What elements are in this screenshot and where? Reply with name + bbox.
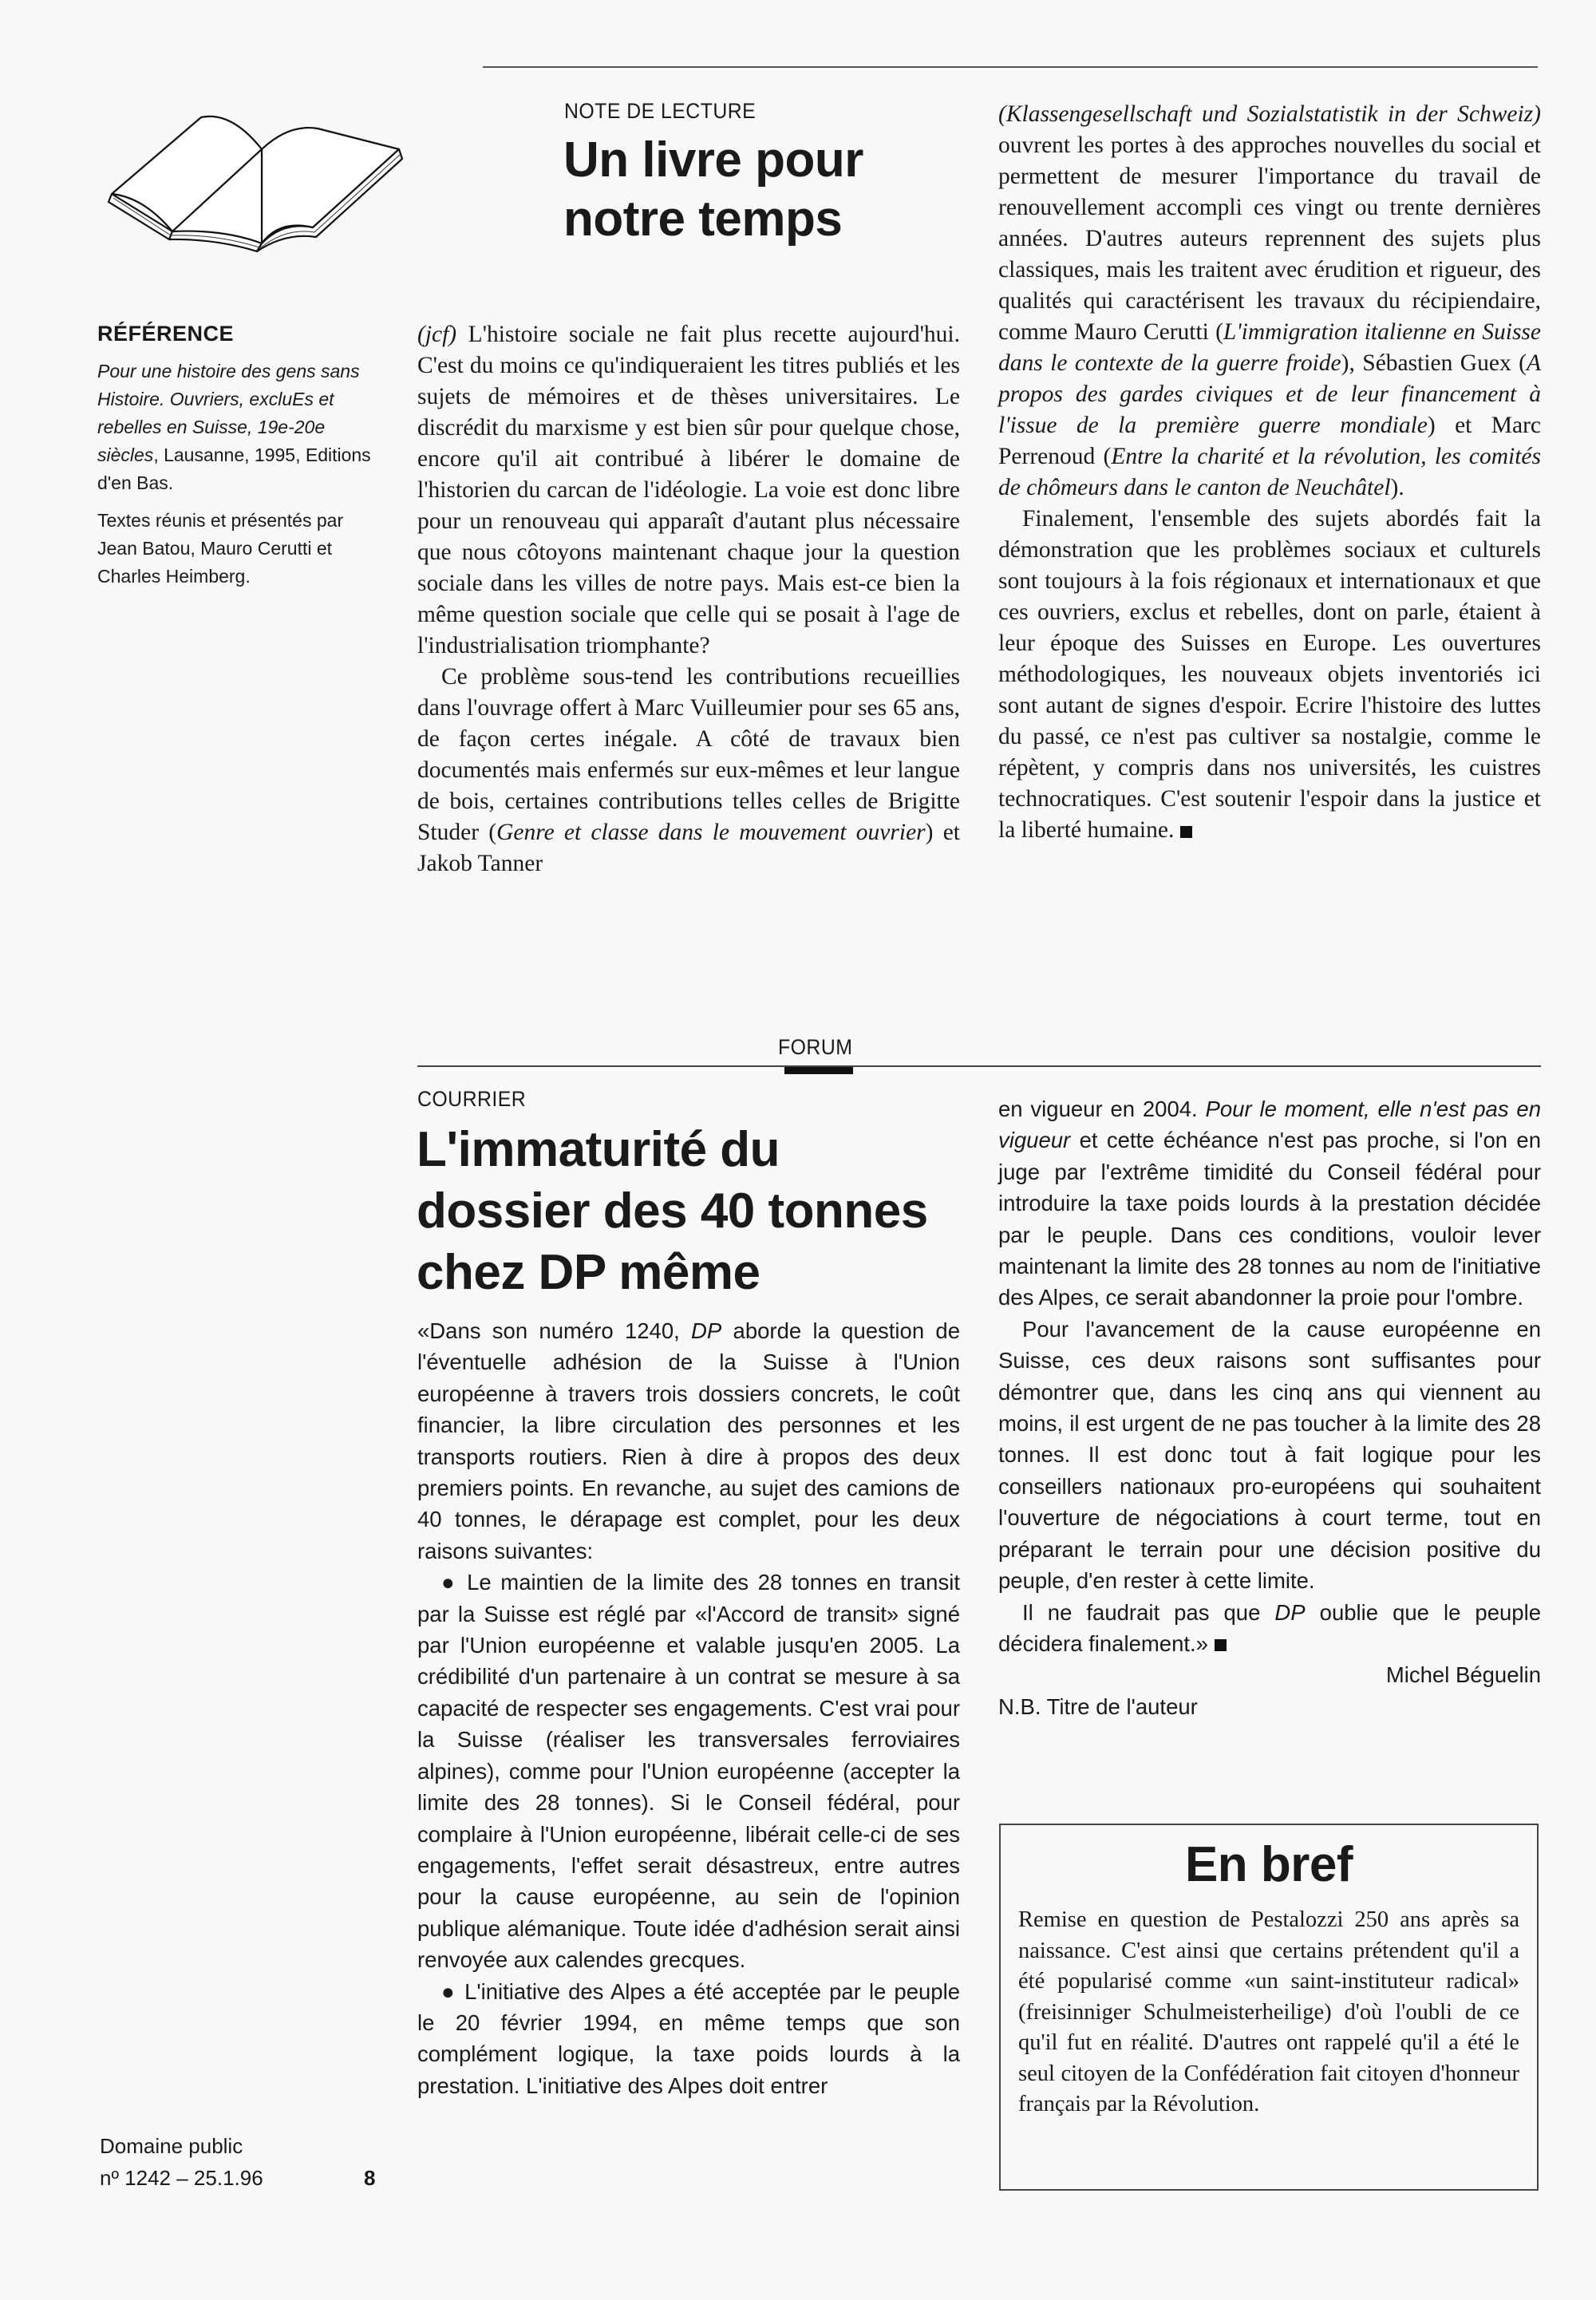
footer-issue: nº 1242 – 25.1.96 [100,2166,263,2190]
en-bref-box [999,1824,1539,2191]
forum-note: N.B. Titre de l'auteur [998,1693,1198,1719]
forum-paragraph-2: en vigueur en 2004. Pour le moment, elle n'est pas en vigueur et cette échéance n'est pas proche, si l'on en juge par l'extrême timidité du Conseil fédéral pour introduire la taxe poids lourds à la prestation décidée par le peuple. Dans ces conditions, vouloir lever maintenant la limite des 28 tonnes au nom de l'initiative des Alpes, ce serait abandonner la proie pour l'ombre. [998,1097,1542,1310]
forum-author: Michel Béguelin [1385,1662,1541,1688]
forum-title: L'immaturité du dossier des 40 tonnes chez DP même [417,1122,928,1300]
forum-section-label: FORUM [778,1035,853,1059]
footer-publication: Domaine public [100,2134,243,2158]
note-paragraph-2: Ce problème sous-tend les contributions recueillies dans l'ouvrage offert à Marc Vuilleumier pour ses 65 ans, de façon certes inégale. A côté de travaux bien documentés mais enfermés sur eux-mêmes et leur langue de bois, certaines contributions telles celles de Brigitte Studer (Genre et classe dans le mouvement ouvrier) et Jakob Tanner [417,664,960,876]
forum-column-1 [417,1315,960,2101]
bullet-dot-icon: ● [441,1570,468,1595]
forum-paragraph-1: «Dans son numéro 1240, DP aborde la question de l'éventuelle adhésion de la Suisse à l'Union européenne à travers trois dossiers concrets, le coût financier, la libre circulation des personnes et les transports routiers. Rien à dire à propos des deux premiers points. En revanche, au sujet des camions de 40 tonnes, le dérapage est complet, pour les deux raisons suivantes: [417,1318,960,1563]
note-paragraph-3: (Klassengesellschaft und Sozialstatistik in der Schweiz) ouvrent les portes à des approches nouvelles du social et permettent de mesurer l'importance du travail de renouvellement accompli ces vingt ou trente dernières années. D'autres auteurs reprennent des sujets plus classiques, mais les traitent avec érudition et rigueur, des qualités qui caractérisent les travaux du récipiendaire, comme Mauro Cerutti (L'immigration italienne en Suisse dans le contexte de la guerre froide), Sébastien Guex (A propos des gardes civiques et de leur financement à l'issue de la première guerre mondiale) et Marc Perrenoud (Entre la charité et la révolution, les comités de chômeurs dans le canton de Neuchâtel). [998,101,1542,500]
forum-paragraph-4: Il ne faudrait pas que DP oublie que le peuple décidera finalement.» [998,1599,1541,1656]
open-book-icon [104,108,407,259]
note-paragraph-1: (jcf) L'histoire sociale ne fait plus recette aujourd'hui. C'est du moins ce qu'indiqueraient les titres publiés et les sujets de mémoires et de thèses universitaires. Le discrédit du marxisme y est bien sûr pour quelque chose, encore qu'il ait contribué à libérer le domaine de l'historien du carcan de l'idéologie. La voie est donc libre pour un renouveau qui apparaît d'autant plus nécessaire que nous côtoyons maintenant chaque jour la question sociale dans les villes de notre pays. Mais est-ce bien la même question sociale que celle qui se posait à l'age de l'industrialisation triomphante? [417,322,960,658]
note-column-1 [417,319,960,879]
forum-rule [417,1065,1541,1067]
en-bref-text: Remise en question de Pestalozzi 250 ans après sa naissance. C'est ainsi que certains prétendent qu'il a été popularisé comme «un saint-instituteur radical» (freisinniger Schulmeisterheilige) d'où l'oubli de ce qu'il fut en réalité. D'autres ont rappelé qu'il a été le seul citoyen de la Confédération fait citoyen d'honneur français par la Révolution. [1018,1907,1519,2117]
forum-bullet-1: ● Le maintien de la limite des 28 tonnes en transit par la Suisse est réglé par «l'Accord de transit» signé par l'Union européenne et valable jusqu'en 2005. La crédibilité d'un partenaire à un contrat se mesure à sa capacité de respecter ses engagements. C'est vrai pour la Suisse (réaliser les transversales ferroviaires alpines), comme pour l'Union européenne (accepter la limite des 28 tonnes). Si le Conseil fédéral, pour complaire à l'Union européenne, libérait celle-ci de ses engagements, l'effet serait désastreux, entre autres pour la cause européenne, au sein de l'opinion publique alémanique. Toute idée d'adhésion serait ainsi renvoyée aux calendes grecques. [417,1570,960,1973]
note-title: Un livre pour notre temps [563,132,863,247]
end-square-icon [1180,826,1192,838]
reference-publisher: , Lausanne, 1995, Editions d'en Bas. [97,445,371,493]
forum-bullet-2: ● L'initiative des Alpes a été acceptée par le peuple le 20 février 1994, en même temps que son complément logique, la taxe poids lourds à la prestation. L'initiative des Alpes doit entrer [417,1978,960,2098]
forum-column-2 [998,1093,1541,1722]
note-kicker: NOTE DE LECTURE [564,99,757,123]
forum-rule-tab [784,1067,853,1074]
author-initials: (jcf) [417,322,457,347]
reference-title: Pour une histoire des gens sans Histoire. Ouvriers, excluEs et rebelles en Suisse, 19e-20e siècles [97,361,360,465]
note-column-2 [998,99,1541,846]
page-number: 8 [364,2166,376,2190]
en-bref-title: En bref [1184,1837,1353,1892]
reference-citation [97,358,377,497]
top-rule [483,66,1538,68]
end-square-icon [1215,1639,1227,1651]
reference-editors: Textes réunis et présentés par Jean Batou, Mauro Cerutti et Charles Heimberg. [97,510,344,587]
forum-paragraph-3: Pour l'avancement de la cause européenne en Suisse, ces deux raisons sont suffisantes pour démontrer que, dans les cinq ans qui viennent au moins, il est urgent de ne pas toucher à la limite des 28 tonnes. Il est donc tout à fait logique pour les conseillers nationaux pro-européens qui souhaitent l'ouverture de négociations à court terme, tout en préparant le terrain pour une décision positive du peuple, d'en rester à cette limite. [998,1316,1541,1594]
reference-label: RÉFÉRENCE [97,322,235,346]
forum-kicker: COURRIER [417,1087,527,1111]
bullet-dot-icon: ● [441,1978,465,2004]
note-paragraph-4: Finalement, l'ensemble des sujets abordés fait la démonstration que les problèmes sociaux et culturels sont toujours à la fois régionaux et internationaux et que ces ouvriers, exclus et rebelles, dont on parle, étaient à leur époque des Suisses en Europe. Les ouvertures méthodologiques, les nouveaux objets inventoriés ici sont autant de signes d'espoir. Ecrire l'histoire des luttes du passé, ce n'est pas cultiver sa nostalgie, comme le répètent, y compris dans nos universités, les cuistres technocratiques. C'est soutenir l'espoir dans la justice et la liberté humaine. [998,506,1541,843]
